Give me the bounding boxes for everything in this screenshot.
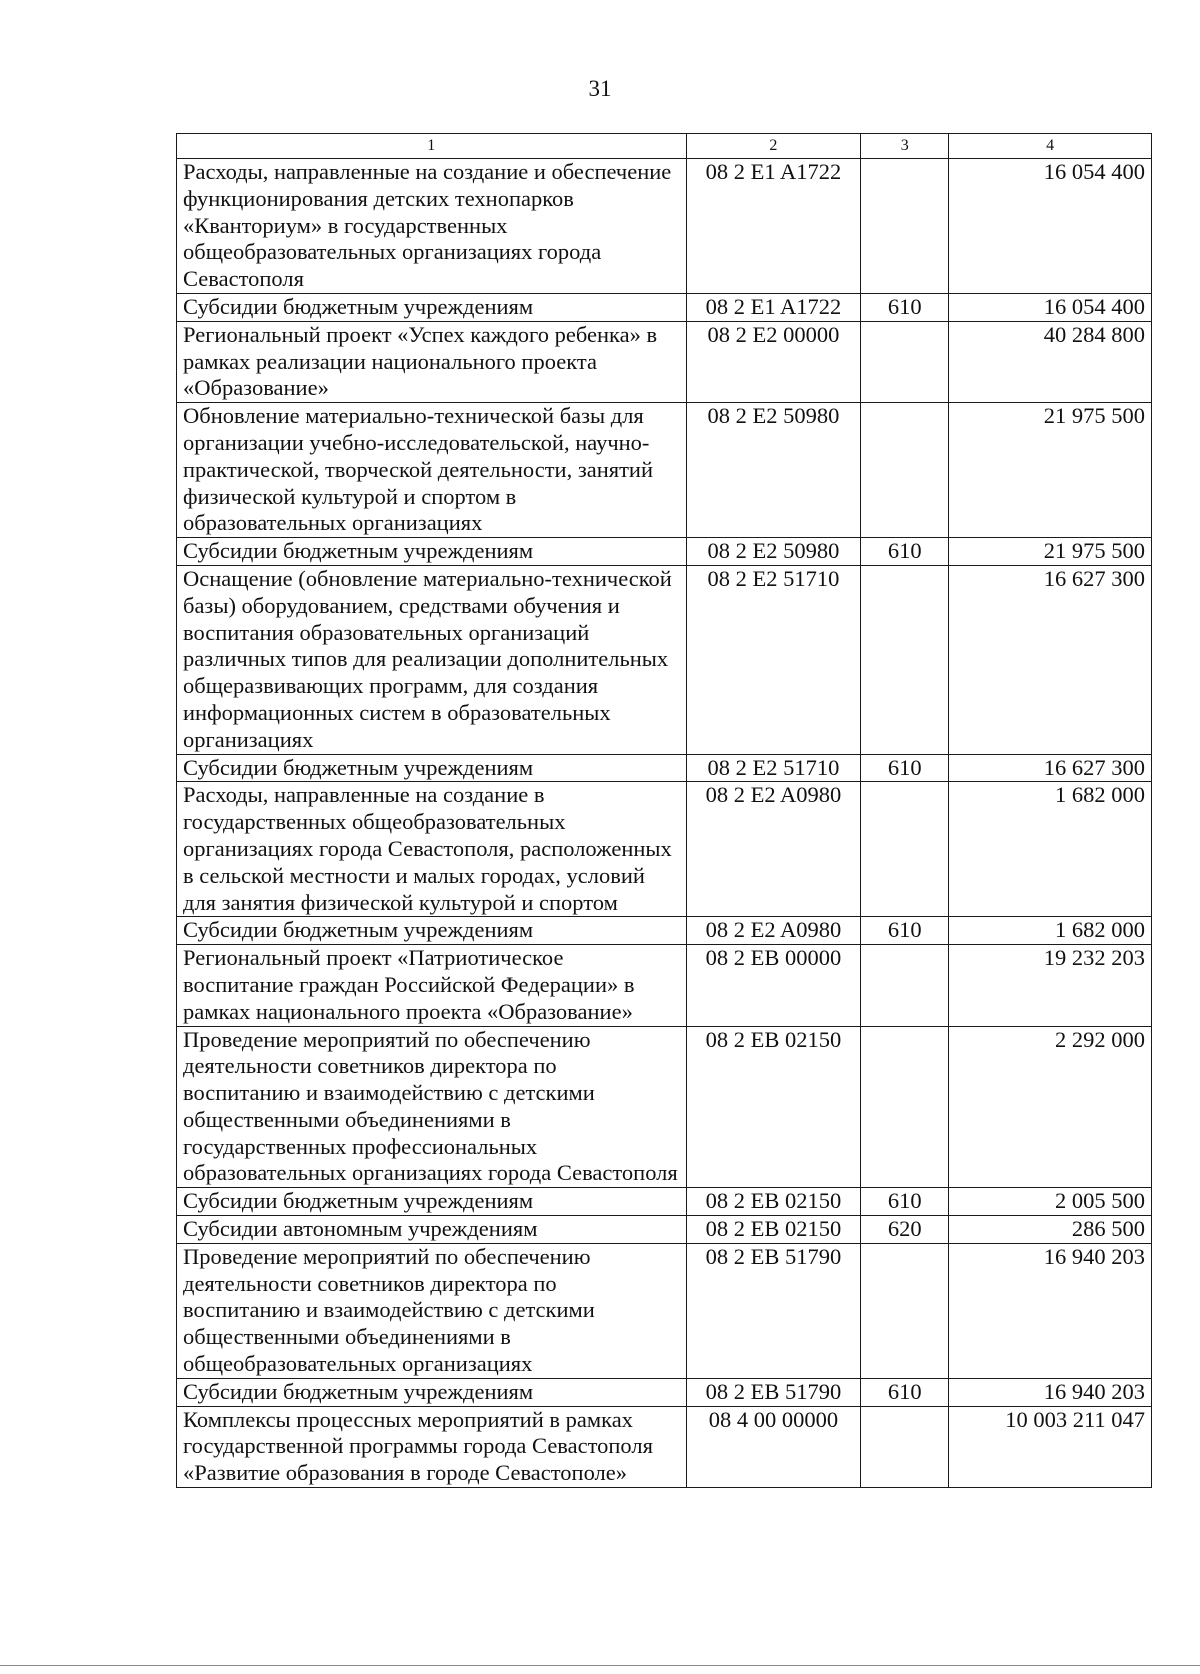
row-name-cell: Региональный проект «Успех каждого ребенка» в рамках реализации национального проекта «Образование» xyxy=(177,321,687,402)
row-code-cell: 08 2 E2 00000 xyxy=(686,321,861,402)
row-amount-cell: 40 284 800 xyxy=(949,321,1152,402)
row-amount-cell: 16 054 400 xyxy=(949,159,1152,294)
row-code-cell: 08 2 EB 02150 xyxy=(686,1026,861,1188)
row-name-cell: Субсидии автономным учреждениям xyxy=(177,1216,687,1244)
row-name-cell: Субсидии бюджетным учреждениям xyxy=(177,1378,687,1406)
row-name-cell: Обновление материально-технической базы для организации учебно-исследовательской, научно-практической, творческой деятельности, занятий физической культурой и спортом в образовательных организациях xyxy=(177,403,687,538)
row-kind-cell: 610 xyxy=(861,1378,949,1406)
row-amount-cell: 16 054 400 xyxy=(949,293,1152,321)
row-code-cell: 08 2 E2 A0980 xyxy=(686,782,861,917)
row-amount-cell: 19 232 203 xyxy=(949,945,1152,1026)
row-kind-cell: 610 xyxy=(861,1188,949,1216)
row-name-cell: Субсидии бюджетным учреждениям xyxy=(177,1188,687,1216)
row-kind-cell xyxy=(861,1406,949,1487)
table-row xyxy=(177,159,1152,294)
row-code-cell: 08 2 EB 02150 xyxy=(686,1216,861,1244)
row-amount-cell: 16 940 203 xyxy=(949,1378,1152,1406)
column-header-3: 3 xyxy=(861,134,949,159)
row-kind-cell xyxy=(861,321,949,402)
column-header-2: 2 xyxy=(686,134,861,159)
row-code-cell: 08 2 EB 02150 xyxy=(686,1188,861,1216)
table-row xyxy=(177,917,1152,945)
table-row xyxy=(177,1188,1152,1216)
table-row xyxy=(177,1406,1152,1487)
table-header-row xyxy=(177,134,1152,159)
table-row xyxy=(177,1026,1152,1188)
table-row xyxy=(177,321,1152,402)
row-code-cell: 08 2 E2 51710 xyxy=(686,565,861,754)
row-code-cell: 08 2 E2 51710 xyxy=(686,754,861,782)
row-code-cell: 08 2 E2 50980 xyxy=(686,403,861,538)
column-header-4: 4 xyxy=(949,134,1152,159)
row-name-cell: Субсидии бюджетным учреждениям xyxy=(177,917,687,945)
table-row xyxy=(177,538,1152,566)
row-amount-cell: 1 682 000 xyxy=(949,782,1152,917)
page-number: 31 xyxy=(588,76,612,101)
table-row xyxy=(177,293,1152,321)
row-code-cell: 08 2 E1 A1722 xyxy=(686,159,861,294)
row-code-cell: 08 2 E2 A0980 xyxy=(686,917,861,945)
table-row xyxy=(177,754,1152,782)
row-amount-cell: 16 627 300 xyxy=(949,754,1152,782)
table-row xyxy=(177,945,1152,1026)
row-amount-cell: 16 627 300 xyxy=(949,565,1152,754)
row-kind-cell xyxy=(861,1026,949,1188)
row-name-cell: Региональный проект «Патриотическое воспитание граждан Российской Федерации» в рамках национального проекта «Образование» xyxy=(177,945,687,1026)
table-row xyxy=(177,782,1152,917)
table-row xyxy=(177,403,1152,538)
row-kind-cell: 610 xyxy=(861,754,949,782)
row-code-cell: 08 2 E2 50980 xyxy=(686,538,861,566)
row-code-cell: 08 2 EB 00000 xyxy=(686,945,861,1026)
row-amount-cell: 1 682 000 xyxy=(949,917,1152,945)
column-header-1: 1 xyxy=(177,134,687,159)
row-name-cell: Комплексы процессных мероприятий в рамках государственной программы города Севастополя «Развитие образования в городе Севастополе» xyxy=(177,1406,687,1487)
row-name-cell: Проведение мероприятий по обеспечению деятельности советников директора по воспитанию и взаимодействию с детскими общественными объединениями в государственных профессиональных образовательных организациях города Севастополя xyxy=(177,1026,687,1188)
row-kind-cell xyxy=(861,782,949,917)
row-name-cell: Субсидии бюджетным учреждениям xyxy=(177,538,687,566)
row-amount-cell: 2 292 000 xyxy=(949,1026,1152,1188)
row-kind-cell xyxy=(861,159,949,294)
row-name-cell: Субсидии бюджетным учреждениям xyxy=(177,754,687,782)
row-kind-cell: 610 xyxy=(861,293,949,321)
row-name-cell: Расходы, направленные на создание и обеспечение функционирования детских технопарков «Кванториум» в государственных общеобразовательных организациях города Севастополя xyxy=(177,159,687,294)
row-code-cell: 08 2 E1 A1722 xyxy=(686,293,861,321)
row-code-cell: 08 2 EB 51790 xyxy=(686,1378,861,1406)
row-kind-cell: 610 xyxy=(861,538,949,566)
row-amount-cell: 286 500 xyxy=(949,1216,1152,1244)
row-amount-cell: 2 005 500 xyxy=(949,1188,1152,1216)
table-row xyxy=(177,565,1152,754)
row-name-cell: Субсидии бюджетным учреждениям xyxy=(177,293,687,321)
row-kind-cell xyxy=(861,1243,949,1378)
row-amount-cell: 21 975 500 xyxy=(949,538,1152,566)
row-kind-cell: 620 xyxy=(861,1216,949,1244)
row-kind-cell xyxy=(861,403,949,538)
row-amount-cell: 21 975 500 xyxy=(949,403,1152,538)
row-amount-cell: 10 003 211 047 xyxy=(949,1406,1152,1487)
table-row xyxy=(177,1243,1152,1378)
row-kind-cell: 610 xyxy=(861,917,949,945)
row-kind-cell xyxy=(861,565,949,754)
table-row xyxy=(177,1216,1152,1244)
page-bottom-line xyxy=(0,1665,1200,1666)
row-name-cell: Оснащение (обновление материально-технической базы) оборудованием, средствами обучения и воспитания образовательных организаций различных типов для реализации дополнительных общеразвивающих программ, для создания информационных систем в образовательных организациях xyxy=(177,565,687,754)
table-row xyxy=(177,1378,1152,1406)
row-kind-cell xyxy=(861,945,949,1026)
row-code-cell: 08 4 00 00000 xyxy=(686,1406,861,1487)
budget-table xyxy=(176,133,1152,1488)
row-code-cell: 08 2 EB 51790 xyxy=(686,1243,861,1378)
row-name-cell: Проведение мероприятий по обеспечению деятельности советников директора по воспитанию и взаимодействию с детскими общественными объединениями в общеобразовательных организациях xyxy=(177,1243,687,1378)
row-amount-cell: 16 940 203 xyxy=(949,1243,1152,1378)
row-name-cell: Расходы, направленные на создание в государственных общеобразовательных организациях города Севастополя, расположенных в сельской местности и малых городах, условий для занятия физической культурой и спортом xyxy=(177,782,687,917)
